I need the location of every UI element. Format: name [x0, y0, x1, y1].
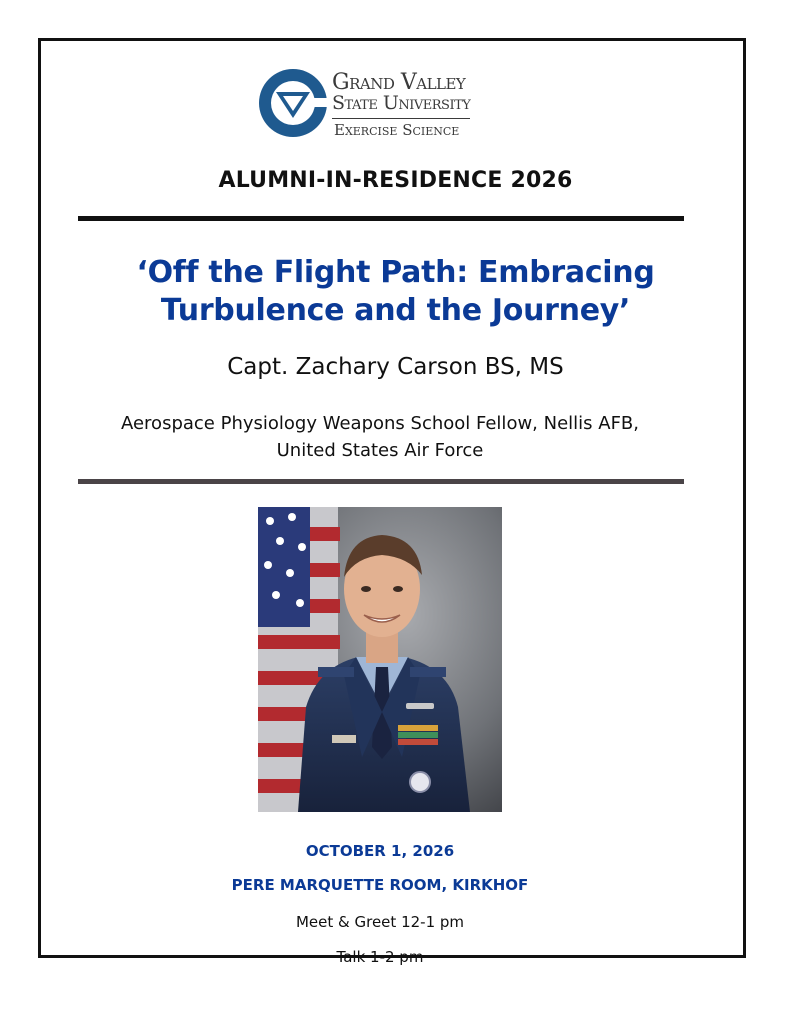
gvsu-logo [258, 68, 508, 140]
speaker-name: Capt. Zachary Carson BS, MS [227, 354, 564, 380]
meet-greet-time: Meet & Greet 12-1 pm [295, 913, 465, 931]
series-title: ALUMNI-IN-RESIDENCE 2026 [218, 168, 573, 193]
logo-line-department: Exercise Science [334, 121, 460, 139]
gvsu-logo-icon [258, 68, 328, 138]
speaker-portrait [258, 507, 502, 812]
event-location: PERE MARQUETTE ROOM, KIRKHOF [231, 876, 529, 894]
affiliation-line-1: Aerospace Physiology Weapons School Fellow, Nellis AFB, [120, 413, 639, 434]
affiliation-line-2: United States Air Force [276, 440, 484, 461]
bottom-divider [78, 479, 684, 484]
top-divider [78, 216, 684, 221]
talk-title-line-1: ‘Off the Flight Path: Embracing [136, 255, 655, 290]
speaker-affiliation [0, 410, 760, 464]
logo-line-state-university: State University [332, 94, 470, 119]
logo-line-university-name: Grand Valley [332, 70, 466, 95]
gvsu-wordmark [332, 72, 470, 138]
talk-title-line-2: Turbulence and the Journey’ [160, 293, 631, 328]
talk-title [0, 254, 791, 330]
speaker-portrait-icon [258, 507, 502, 812]
event-date: OCTOBER 1, 2026 [305, 842, 455, 860]
talk-time: Talk 1-2 pm [336, 948, 424, 966]
